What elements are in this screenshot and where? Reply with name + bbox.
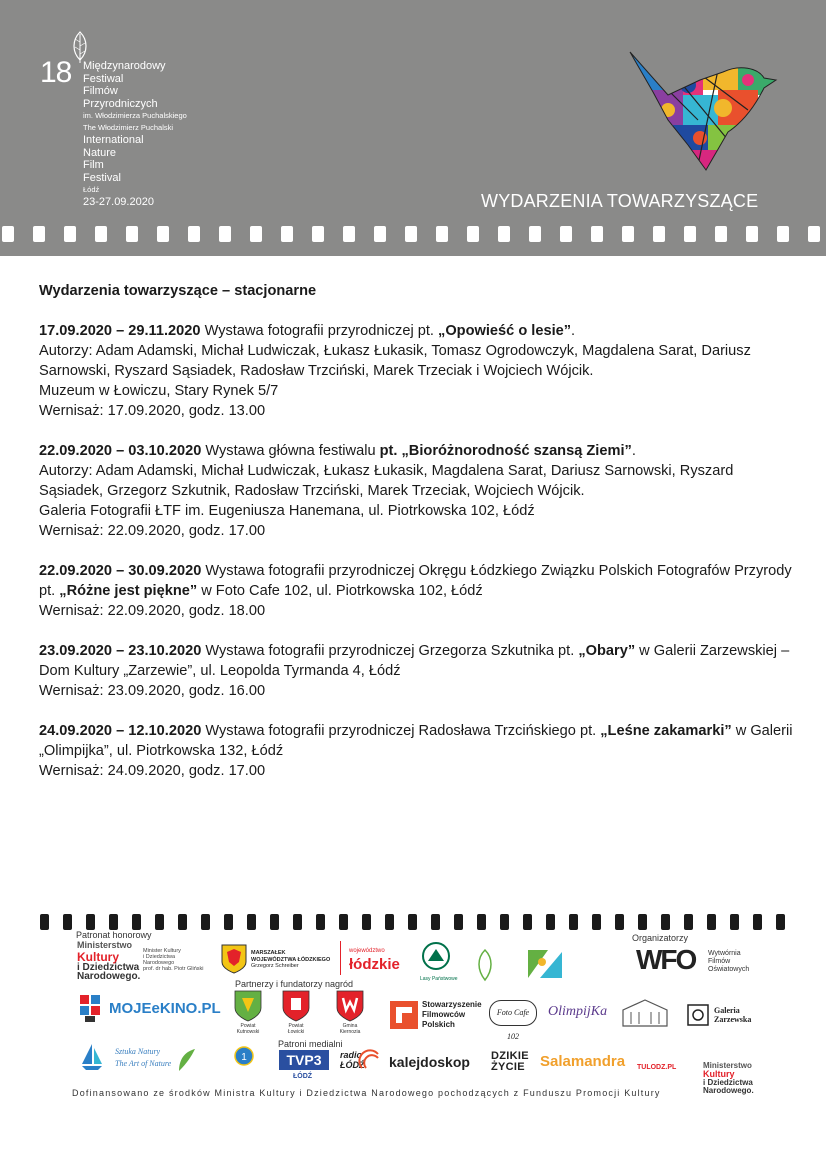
wfo-logo: WFO (636, 944, 696, 975)
film-hole (219, 226, 231, 242)
marszalek-logo (251, 950, 330, 970)
film-hole (188, 226, 200, 242)
salamandra-logo: Salamandra (540, 1053, 626, 1070)
event-place: Galeria Fotografii ŁTF im. Eugeniusza Hanemana, ul. Piotrkowska 102, Łódź (39, 503, 535, 519)
wfo-line-2: Filmów (708, 958, 731, 965)
marszalek-line-2: WOJEWÓDZTWA ŁÓDZKIEGO (251, 956, 331, 963)
film-hole (374, 226, 386, 242)
gmina-line-2: Kiernozia (339, 1029, 361, 1035)
sfp-line-3: Polskich (422, 1020, 455, 1029)
galeria-zarzewska-icon (687, 1004, 709, 1026)
film-hole (546, 914, 555, 930)
mkidn-small-line-4: Narodowego. (703, 1086, 754, 1095)
film-hole (523, 914, 532, 930)
film-hole (270, 914, 279, 930)
radio-line-1: radio (340, 1050, 363, 1060)
festival-pl-2: Festiwal (83, 72, 124, 85)
event-lead: Wystawa fotografii przyrodniczej Grzegorza Szkutnika pt. (201, 643, 579, 659)
film-hole (33, 226, 45, 242)
film-hole (592, 914, 601, 930)
film-hole (132, 914, 141, 930)
event-lead: Wystawa fotografii przyrodniczej pt. (200, 323, 439, 339)
sailboat-logo-icon (76, 1040, 108, 1072)
event-intro (39, 561, 799, 601)
dzikie-line-1: DZIKIE (491, 1050, 529, 1062)
event-after: w Foto Cafe 102, ul. Piotrkowska 102, Łódź (197, 583, 483, 599)
wfo-line-1: Wytwórnia (708, 950, 741, 957)
event-title: „Leśne zakamarki” (600, 723, 732, 739)
film-hole (178, 914, 187, 930)
minister-line-2: i Dziedzictwa (143, 954, 176, 960)
film-hole (615, 914, 624, 930)
powiat1-line-2: Kutnowski (236, 1029, 260, 1035)
dzikie-zycie-logo (491, 1051, 529, 1073)
lasy-caption: Lasy Państwowe (420, 976, 458, 982)
sfp-line-2: Filmowców (422, 1010, 466, 1019)
tulodz-logo: TULODZ.PL (637, 1064, 677, 1071)
film-hole (157, 226, 169, 242)
festival-city: Łódź (83, 185, 100, 194)
film-hole (707, 914, 716, 930)
event-title: pt. „Bioróżnorodność szansą Ziemi” (379, 443, 632, 459)
marszalek-line-1: MARSZAŁEK (251, 950, 286, 956)
svg-text:1: 1 (241, 1052, 247, 1063)
film-hole (2, 226, 14, 242)
event-after: w Galerii „Olimpijka”, ul. Piotrkowska 132, Łódź (39, 723, 793, 759)
film-hole (109, 914, 118, 930)
film-hole (40, 914, 49, 930)
sztuka-natury-logo (115, 1046, 171, 1070)
galeria-zarzewska-logo (714, 1006, 751, 1024)
label-patronage: Patronat honorowy (76, 930, 152, 940)
mkidn-small-line-3: i Dziedzictwa (703, 1078, 753, 1087)
event-intro (39, 441, 799, 461)
sztuka-line-1: Sztuka Natury (115, 1047, 161, 1056)
event-after: . (571, 323, 576, 339)
event-item (39, 641, 799, 701)
event-intro (39, 641, 799, 681)
event-lead: Wystawa główna festiwalu (201, 443, 380, 459)
minister-line-1: Minister Kultury (143, 948, 181, 954)
green-leaf-icon (474, 948, 496, 982)
mkidn-line-3: i Dziedzictwa (77, 961, 140, 973)
event-place: Muzeum w Łowiczu, Stary Rynek 5/7 (39, 383, 279, 399)
film-hole (569, 914, 578, 930)
film-hole (500, 914, 509, 930)
divider (340, 941, 341, 975)
event-dates: 23.09.2020 – 23.10.2020 (39, 643, 202, 659)
mkidn-line-2: Kultury (77, 949, 119, 964)
festival-pl-1: Międzynarodowy (83, 60, 166, 72)
film-hole (155, 914, 164, 930)
film-hole (316, 914, 325, 930)
film-hole (753, 914, 762, 930)
event-item (39, 441, 799, 541)
events-list (39, 281, 799, 801)
film-hole (638, 914, 647, 930)
event-lead: Wystawa fotografii przyrodniczej Okręgu Łódzkiego Związku Polskich Fotografów Przyrody pt. (39, 563, 792, 599)
fpk-logo-icon (79, 994, 101, 1024)
film-hole (777, 226, 789, 242)
film-hole (339, 914, 348, 930)
film-hole (385, 914, 394, 930)
event-title: „Opowieść o lesie” (438, 323, 572, 339)
marszalek-line-3: Grzegorz Schreiber (251, 963, 299, 969)
sztuka-line-2: The Art of Nature (115, 1059, 172, 1068)
gmina-caption (334, 1023, 366, 1035)
event-after: . (631, 443, 636, 459)
event-title: „Różne jest piękne” (59, 583, 198, 599)
bird-illustration-icon (628, 50, 778, 175)
zarzewska-line-1: Galeria (714, 1006, 740, 1015)
leaf-icon (70, 30, 90, 64)
powiat2-line-1: Powiat (288, 1023, 304, 1029)
event-item (39, 561, 799, 621)
festival-en-2: Nature (83, 146, 117, 159)
gmina-kiernozia-arms-icon (336, 990, 364, 1022)
event-intro (39, 321, 799, 341)
event-opening: Wernisaż: 24.09.2020, godz. 17.00 (39, 763, 266, 779)
powiat-kutnowski-caption (233, 1023, 263, 1035)
sfp-logo (422, 1000, 482, 1030)
radio-wave-icon (358, 1048, 382, 1072)
powiat2-line-2: Łowicki (287, 1029, 305, 1035)
mkidn-logo (77, 941, 140, 982)
festival-en-3: Film (83, 159, 104, 171)
film-hole (224, 914, 233, 930)
film-hole (715, 226, 727, 242)
event-authors: Autorzy: Adam Adamski, Michał Ludwiczak, Łukasz Łukasik, Magdalena Sarat, Dariusz Sarnowski, Ryszard Sąsiadek, Grzegorz Szkutnik, Radosław Trzciński, Marek Trzeciak, Wojciech Wójcik. (39, 463, 734, 499)
sfp-line-1: Stowarzyszenie (422, 1000, 482, 1009)
funding-footnote: Dofinansowano ze środków Ministra Kultury i Dziedzictwa Narodowego pochodzących z Funduszu Promocji Kultury (72, 1088, 661, 1098)
mkidn-small-line-2: Kultury (703, 1069, 735, 1079)
powiat1-line-1: Powiat (240, 1023, 256, 1029)
powiat-lowicki-arms-icon (282, 990, 310, 1022)
film-hole (64, 226, 76, 242)
event-dates: 17.09.2020 – 29.11.2020 (39, 323, 201, 339)
film-hole (808, 226, 820, 242)
event-authors: Autorzy: Adam Adamski, Michał Ludwiczak, Łukasz Łukasik, Tomasz Ogrodowczyk, Magdalena Sarat, Dariusz Sarnowski, Ryszard Sąsiadek, Radosław Trzciński, Marek Trzeciak i Wojciech Wójcik. (39, 343, 751, 379)
film-hole (622, 226, 634, 242)
event-lead: Wystawa fotografii przyrodniczej Radosława Trzcińskiego pt. (201, 723, 601, 739)
film-hole (408, 914, 417, 930)
event-intro (39, 721, 799, 761)
film-hole (86, 914, 95, 930)
film-hole (293, 914, 302, 930)
edition-number: 18 (40, 56, 72, 89)
mkidn-logo-small (703, 1062, 754, 1095)
content-heading: Wydarzenia towarzyszące – stacjonarne (39, 283, 317, 299)
film-hole (529, 226, 541, 242)
minister-line-4: prof. dr hab. Piotr Gliński (143, 966, 204, 972)
film-hole (560, 226, 572, 242)
film-hole (730, 914, 739, 930)
mkidn-line-1: Ministerstwo (77, 940, 133, 950)
event-item (39, 721, 799, 781)
film-hole (250, 226, 262, 242)
kalejdoskop-logo: kalejdoskop (389, 1054, 470, 1070)
film-hole (454, 914, 463, 930)
film-hole (281, 226, 293, 242)
film-hole (247, 914, 256, 930)
film-hole (653, 226, 665, 242)
event-opening: Wernisaż: 22.09.2020, godz. 17.00 (39, 523, 266, 539)
festival-en-4: Festival (83, 171, 121, 184)
gmina-line-1: Gmina (342, 1023, 358, 1029)
film-hole (477, 914, 486, 930)
film-strip-bottom (0, 914, 826, 930)
tvp3-city: ŁÓDŹ (293, 1073, 313, 1080)
film-hole (63, 914, 72, 930)
event-dates: 24.09.2020 – 12.10.2020 (39, 723, 202, 739)
film-hole (126, 226, 138, 242)
event-dates: 22.09.2020 – 03.10.2020 (39, 443, 202, 459)
wfosigw-logo-icon (526, 948, 564, 980)
lasy-panstwowe-icon (416, 941, 456, 975)
powiat-lowicki-caption (281, 1023, 311, 1035)
film-hole (591, 226, 603, 242)
minister-caption (143, 948, 204, 972)
festival-en-1: International (83, 134, 144, 146)
film-hole (661, 914, 670, 930)
label-partners: Partnerzy i fundatorzy nagród (235, 979, 354, 989)
wfo-caption (708, 950, 749, 974)
tvp3-logo: TVP3 (279, 1050, 329, 1070)
foto-cafe-logo: Foto Cafe 102 (489, 1000, 537, 1026)
lodzkie-coat-of-arms-icon (221, 944, 247, 974)
powiat-kutnowski-arms-icon (234, 990, 262, 1022)
patron-en: The Włodzimierz Puchalski (83, 123, 174, 132)
patron-pl: im. Włodzimierza Puchalskiego (83, 111, 187, 120)
tv1-logo-icon (234, 1046, 254, 1066)
mojekino-logo: MOJEeKINO.PL (109, 1000, 221, 1017)
sfp-logo-icon (390, 1001, 418, 1029)
event-after: w Galerii Zarzewskiej – Dom Kultury „Zarzewie”, ul. Leopolda Tyrmanda 4, Łódź (39, 643, 790, 679)
green-plant-icon (175, 1047, 197, 1073)
film-hole (312, 226, 324, 242)
section-title: WYDARZENIA TOWARZYSZĄCE (481, 191, 759, 211)
film-strip-top (0, 226, 826, 242)
film-hole (362, 914, 371, 930)
festival-pl-4: Przyrodniczych (83, 97, 158, 110)
festival-dates: 23-27.09.2020 (83, 196, 154, 208)
event-title: „Obary” (578, 643, 636, 659)
label-organizers: Organizatorzy (632, 933, 689, 943)
radio-line-2: ŁÓDŹ (340, 1060, 365, 1070)
building-icon (621, 998, 669, 1028)
film-hole (746, 226, 758, 242)
film-hole (498, 226, 510, 242)
lodzkie-small-label: województwo (349, 948, 385, 954)
film-hole (684, 226, 696, 242)
film-hole (201, 914, 210, 930)
olimpijka-logo: OlimpijKa (548, 1004, 608, 1019)
film-hole (431, 914, 440, 930)
dzikie-line-2: ŻYCIE (491, 1061, 525, 1073)
film-hole (684, 914, 693, 930)
film-hole (405, 226, 417, 242)
festival-name (83, 60, 187, 209)
event-dates: 22.09.2020 – 30.09.2020 (39, 563, 202, 579)
minister-line-3: Narodowego (143, 960, 175, 966)
mkidn-line-4: Narodowego. (77, 971, 141, 982)
film-hole (95, 226, 107, 242)
film-hole (467, 226, 479, 242)
festival-pl-3: Filmów (83, 85, 118, 97)
zarzewska-line-2: Zarzewska (714, 1015, 752, 1024)
label-media: Patroni medialni (278, 1039, 343, 1049)
film-hole (776, 914, 785, 930)
lodzkie-logo: łódzkie (349, 956, 400, 973)
film-hole (436, 226, 448, 242)
mkidn-small-line-1: Ministerstwo (703, 1061, 752, 1070)
event-item (39, 321, 799, 421)
event-opening: Wernisaż: 23.09.2020, godz. 16.00 (39, 683, 266, 699)
wfo-line-3: Oświatowych (708, 966, 750, 973)
film-hole (343, 226, 355, 242)
event-opening: Wernisaż: 17.09.2020, godz. 13.00 (39, 403, 266, 419)
header-banner (0, 0, 826, 256)
event-opening: Wernisaż: 22.09.2020, godz. 18.00 (39, 603, 266, 619)
